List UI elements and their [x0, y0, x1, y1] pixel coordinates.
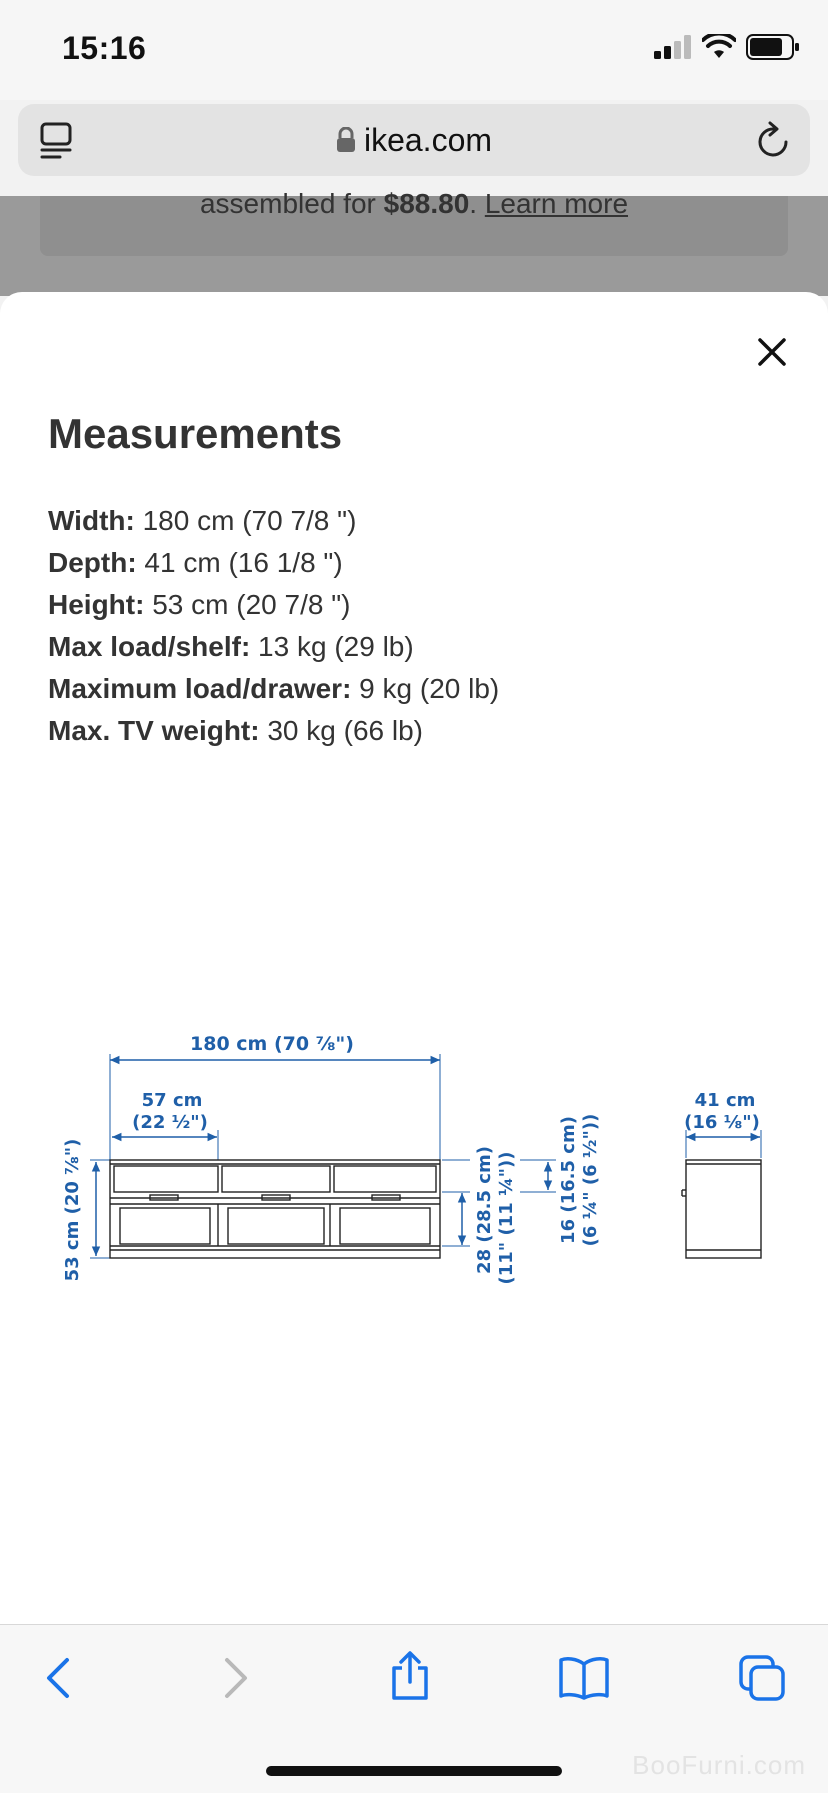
assembly-text: assembled for: [199, 188, 384, 219]
height-dimension-label: 53 cm (20 ⅞"): [62, 1138, 83, 1282]
shelf-height-label-inch: (11" (11 ¼")): [496, 1151, 517, 1285]
drawer-height-label: 16 (16.5 cm): [558, 1116, 579, 1244]
status-bar: [0, 0, 828, 100]
tabs-icon: [738, 1654, 786, 1702]
shelf-height-label: 28 (28.5 cm): [474, 1146, 495, 1274]
spec-value: 13 kg (29 lb): [250, 631, 414, 662]
drawer-height-label-inch: (6 ¼" (6 ½")): [580, 1113, 601, 1247]
share-button[interactable]: [380, 1646, 440, 1706]
spec-value: 30 kg (66 lb): [259, 715, 423, 746]
spec-height: [48, 584, 499, 626]
share-icon: [388, 1650, 432, 1702]
spec-value: 53 cm (20 7/8 "): [144, 589, 351, 620]
sheet-title: Measurements: [48, 410, 343, 457]
status-icons: [654, 34, 800, 60]
chevron-left-icon: [43, 1656, 73, 1700]
status-time: 15:16: [62, 30, 147, 66]
spec-label: Width:: [48, 505, 135, 536]
tv-bench-side-view: [682, 1160, 761, 1258]
url-bar[interactable]: [18, 104, 810, 176]
assembly-text-suffix: .: [469, 188, 485, 219]
spec-label: Height:: [48, 589, 145, 620]
spec-max-tv-weight: [48, 710, 499, 752]
width-dimension-label: 180 cm (70 ⅞"): [190, 1033, 354, 1055]
book-icon: [558, 1656, 610, 1700]
url-text: ikea.com: [363, 122, 493, 158]
wifi-icon: [702, 34, 736, 60]
cellular-signal-icon: [654, 35, 692, 59]
chevron-right-icon: [221, 1656, 251, 1700]
spec-label: Maximum load/drawer:: [48, 673, 352, 704]
drawer-width-label: 57 cm: [141, 1090, 203, 1111]
close-icon: [752, 332, 792, 372]
spec-value: 41 cm (16 1/8 "): [136, 547, 343, 578]
spec-label: Max. TV weight:: [48, 715, 260, 746]
home-indicator[interactable]: [266, 1766, 562, 1776]
spec-max-load-shelf: [48, 626, 499, 668]
watermark: BooFurni.com: [632, 1750, 806, 1780]
depth-dimension-label-inch: (16 ⅛"): [684, 1112, 760, 1133]
close-button[interactable]: [752, 332, 792, 372]
spec-max-load-drawer: [48, 668, 499, 710]
spec-label: Max load/shelf:: [48, 631, 251, 662]
back-button[interactable]: [28, 1648, 88, 1708]
learn-more-link[interactable]: Learn more: [484, 188, 629, 219]
assembly-price-text: [0, 188, 828, 220]
battery-icon: [746, 34, 800, 60]
spec-value: 180 cm (70 7/8 "): [134, 505, 357, 536]
url-text-container[interactable]: [18, 122, 810, 161]
spec-label: Depth:: [48, 547, 137, 578]
drawer-width-label-inch: (22 ½"): [132, 1112, 208, 1133]
assembly-price: $88.80: [383, 188, 470, 219]
tabs-button[interactable]: [732, 1648, 792, 1708]
spec-depth: [48, 542, 499, 584]
measurement-list: [48, 500, 499, 752]
spec-width: [48, 500, 499, 542]
tv-bench-front-view: [110, 1160, 440, 1258]
lock-icon: [336, 124, 356, 161]
depth-dimension-label: 41 cm: [694, 1090, 756, 1111]
bookmarks-button[interactable]: [554, 1648, 614, 1708]
reload-icon[interactable]: [756, 120, 792, 165]
spec-value: 9 kg (20 lb): [351, 673, 500, 704]
forward-button[interactable]: [206, 1648, 266, 1708]
measurement-diagram: [0, 1000, 828, 1340]
